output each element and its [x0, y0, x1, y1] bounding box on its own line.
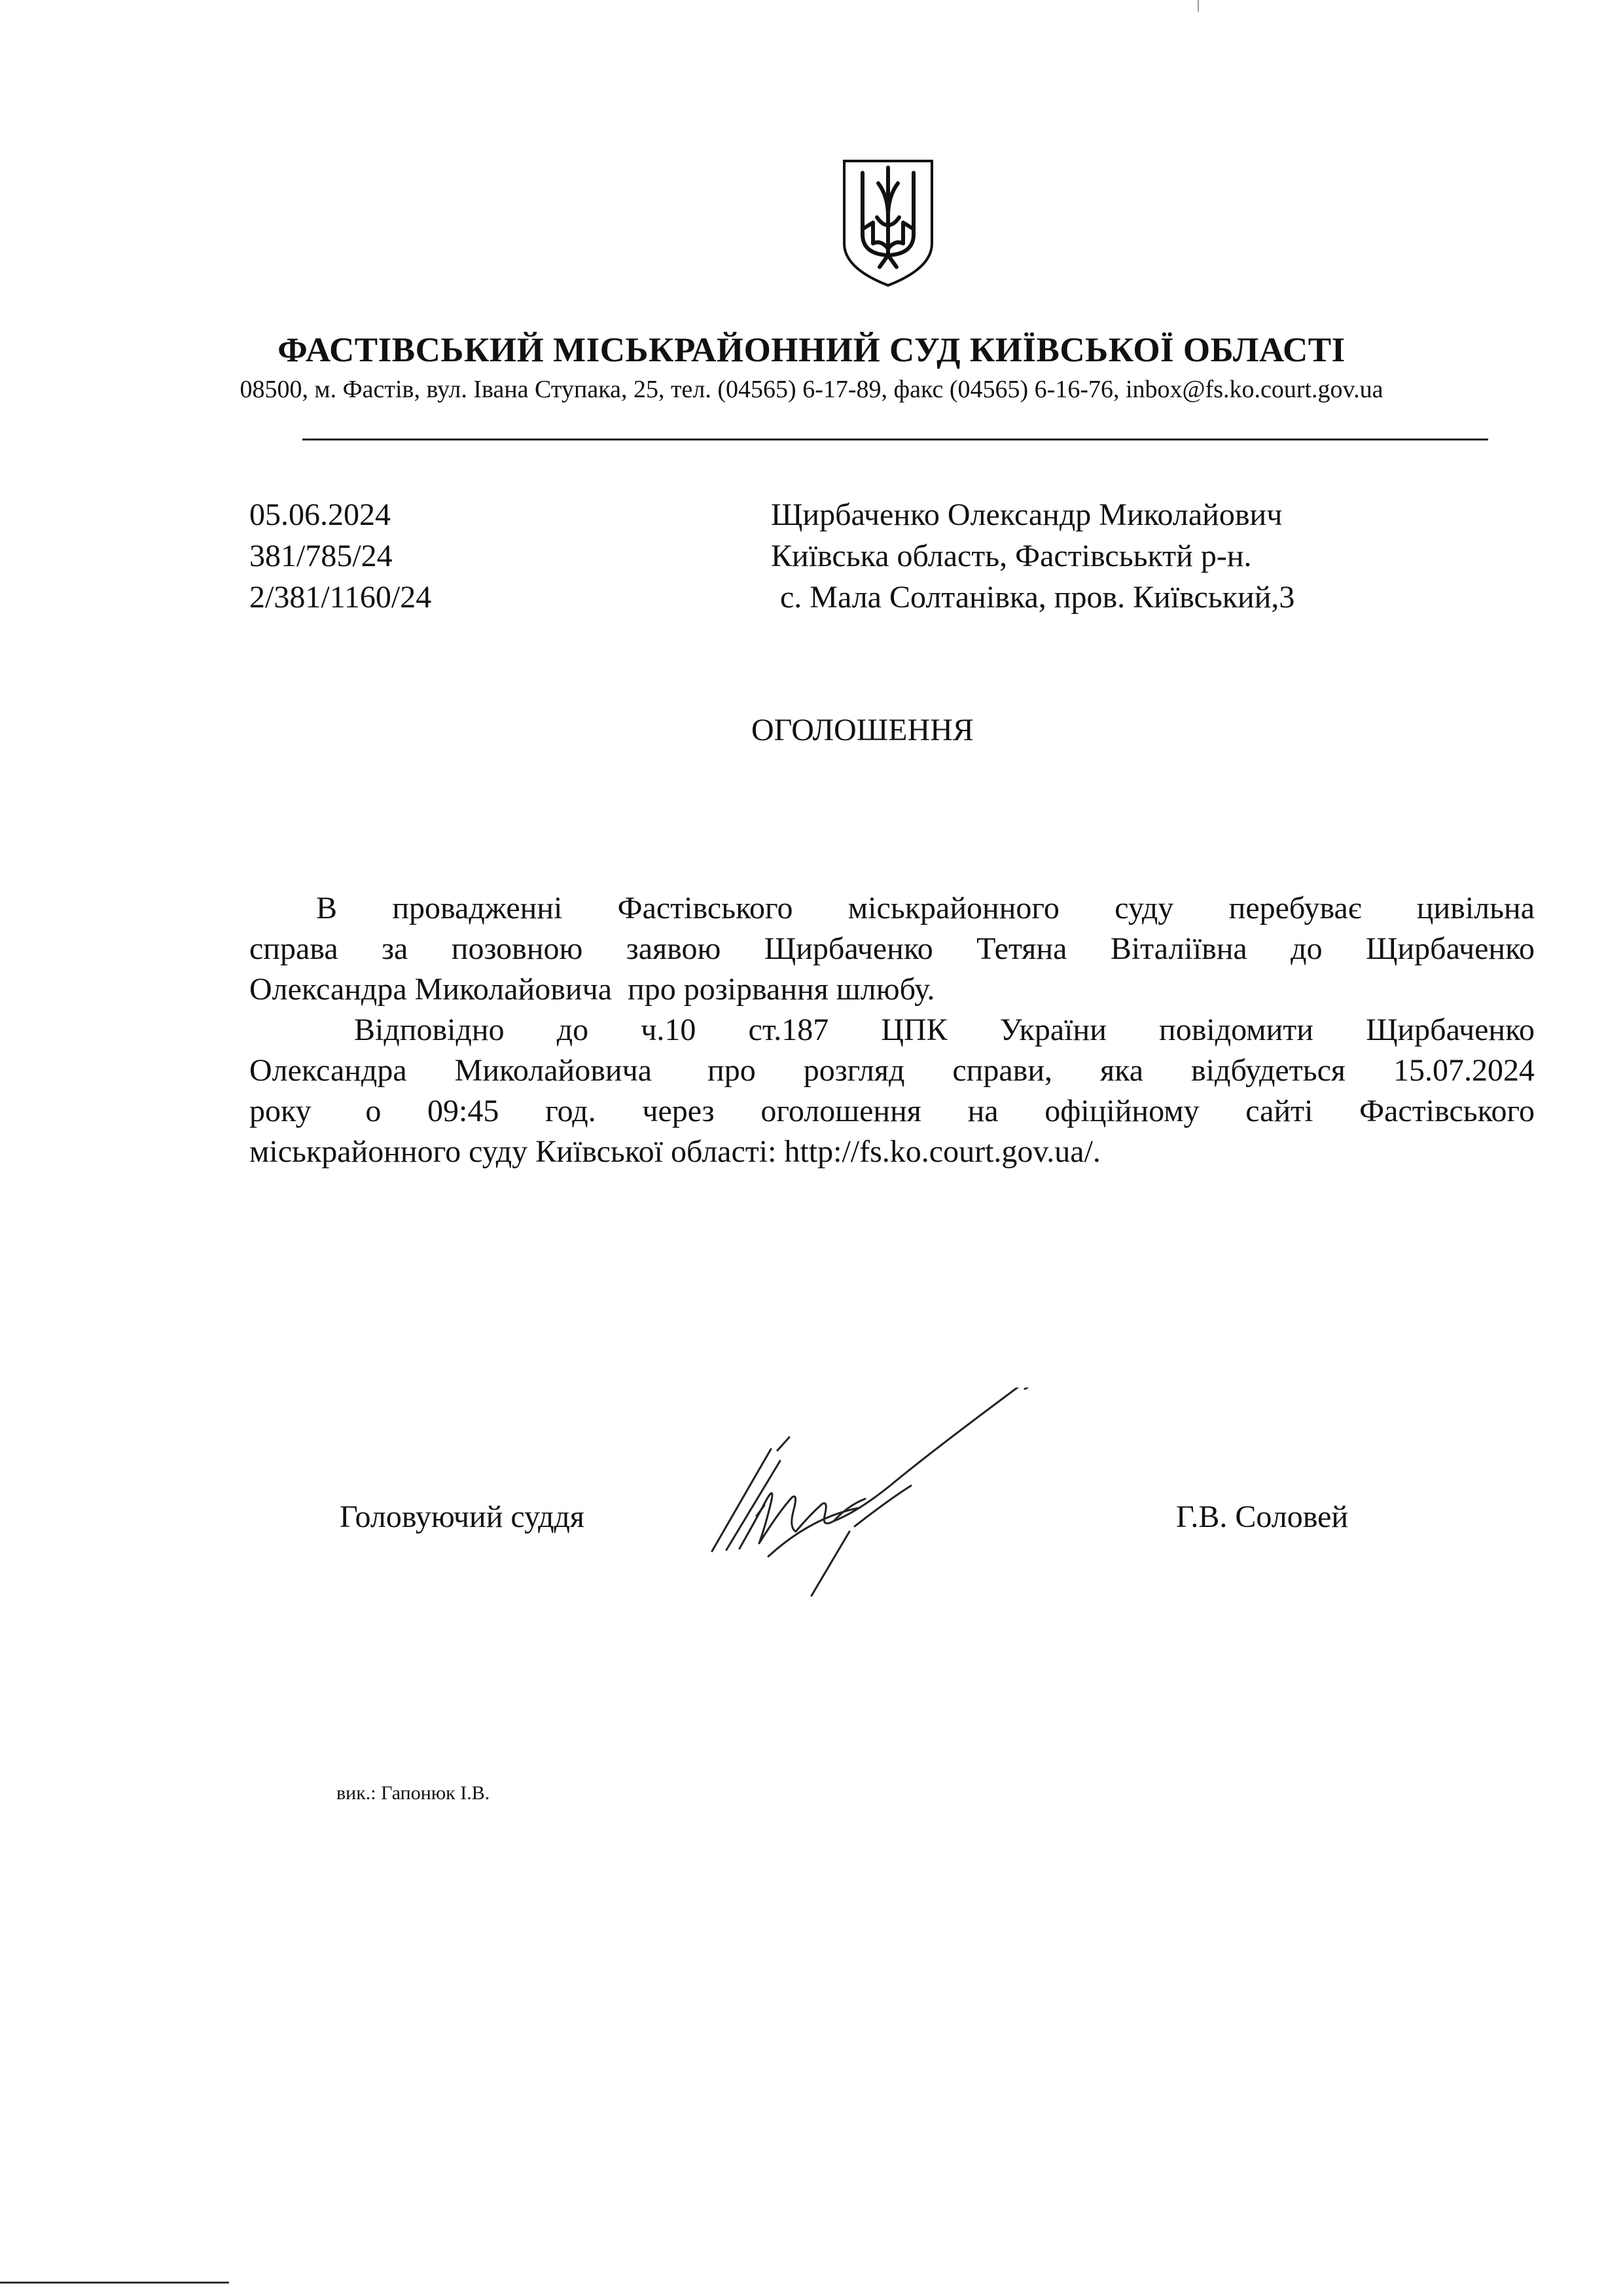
body-word: Олександра Миколайовича про розірвання шлюбу.: [249, 972, 935, 1007]
body-word: міськрайонного суду Київської області: http://fs.ko.court.gov.ua/.: [249, 1134, 1101, 1169]
body-line: [249, 888, 1535, 929]
body-word: В: [316, 891, 338, 925]
body-line: [249, 1050, 1535, 1091]
body-word: до: [556, 1013, 589, 1047]
body-line: [249, 969, 1535, 1010]
body-word: Щирбаченко: [1366, 931, 1535, 966]
body-word: Щирбаченко: [764, 931, 933, 966]
body-word: 15.07.2024: [1393, 1053, 1535, 1088]
announcement-body: [249, 888, 1535, 1172]
executor-note: вик.: Гапонюк І.В.: [336, 1782, 490, 1804]
body-word: справа: [249, 931, 338, 966]
body-word: за: [382, 931, 408, 966]
handwritten-signature: [694, 1388, 1047, 1597]
body-word: до: [1291, 931, 1323, 966]
addressee-block: [771, 494, 1294, 618]
case-number: 381/785/24: [249, 539, 393, 573]
body-word: о: [357, 1094, 382, 1128]
body-word: 09:45: [427, 1094, 499, 1128]
body-word: оголошення: [760, 1094, 921, 1128]
body-word: перебуває: [1228, 891, 1362, 925]
body-word: розгляд: [803, 1053, 905, 1088]
body-word: суду: [1115, 891, 1174, 925]
addressee-name: Щирбаченко Олександр Миколайович: [771, 497, 1283, 532]
addressee-address: с. Мала Солтанівка, пров. Київський,3: [780, 580, 1295, 615]
body-word: ЦПК: [881, 1013, 948, 1047]
body-word: позовною: [451, 931, 583, 966]
trident-coat-of-arms-icon: [839, 157, 937, 288]
body-word: заявою: [626, 931, 721, 966]
body-word: Фастівського: [1359, 1094, 1535, 1128]
body-word: через: [642, 1094, 715, 1128]
addressee-region: Київська область, Фастівсььктй р-н.: [771, 539, 1252, 573]
body-word: год.: [545, 1094, 596, 1128]
body-word: Фастівського: [617, 891, 793, 925]
body-word: Щирбаченко: [1366, 1013, 1535, 1047]
body-word: повідомити: [1159, 1013, 1313, 1047]
footer-divider: [0, 2282, 229, 2284]
scan-artifact: [1198, 0, 1199, 12]
body-word: ч.10: [641, 1013, 696, 1047]
body-word: Відповідно: [354, 1013, 505, 1047]
proceeding-number: 2/381/1160/24: [249, 580, 432, 615]
body-word: Тетяна: [976, 931, 1067, 966]
body-word: ст.187: [748, 1013, 829, 1047]
body-word: Віталіївна: [1110, 931, 1247, 966]
body-line: [249, 1010, 1535, 1050]
body-line: [249, 1132, 1535, 1172]
body-word: яка: [1100, 1053, 1144, 1088]
document-date: 05.06.2024: [249, 497, 391, 532]
body-word: сайті: [1245, 1094, 1313, 1128]
body-word: про: [700, 1053, 756, 1088]
body-word: відбудеться: [1191, 1053, 1346, 1088]
body-word: справи,: [952, 1053, 1053, 1088]
body-word: року: [249, 1094, 312, 1128]
signer-name: Г.В. Соловей: [1176, 1499, 1349, 1534]
court-name: ФАСТІВСЬКИЙ МІСЬКРАЙОННИЙ СУД КИЇВСЬКОЇ ОБЛАСТІ: [277, 331, 1346, 369]
body-line: [249, 929, 1535, 969]
body-word: Миколайовича: [454, 1053, 652, 1088]
body-word: на: [967, 1094, 999, 1128]
body-word: Олександра: [249, 1053, 407, 1088]
body-line: [249, 1091, 1535, 1132]
body-word: провадженні: [392, 891, 563, 925]
body-word: міськрайонного: [847, 891, 1060, 925]
document-references: [249, 494, 431, 618]
header-divider: [302, 439, 1488, 440]
court-contacts: 08500, м. Фастів, вул. Івана Ступака, 25, тел. (04565) 6-17-89, факс (04565) 6-16-76, inbox@fs.ko.court.gov.ua: [240, 376, 1383, 403]
signer-role: Головуючий суддя: [340, 1499, 584, 1534]
body-word: цивільна: [1416, 891, 1535, 925]
document-title: ОГОЛОШЕННЯ: [751, 713, 974, 747]
body-word: України: [999, 1013, 1107, 1047]
body-word: офіційному: [1044, 1094, 1200, 1128]
